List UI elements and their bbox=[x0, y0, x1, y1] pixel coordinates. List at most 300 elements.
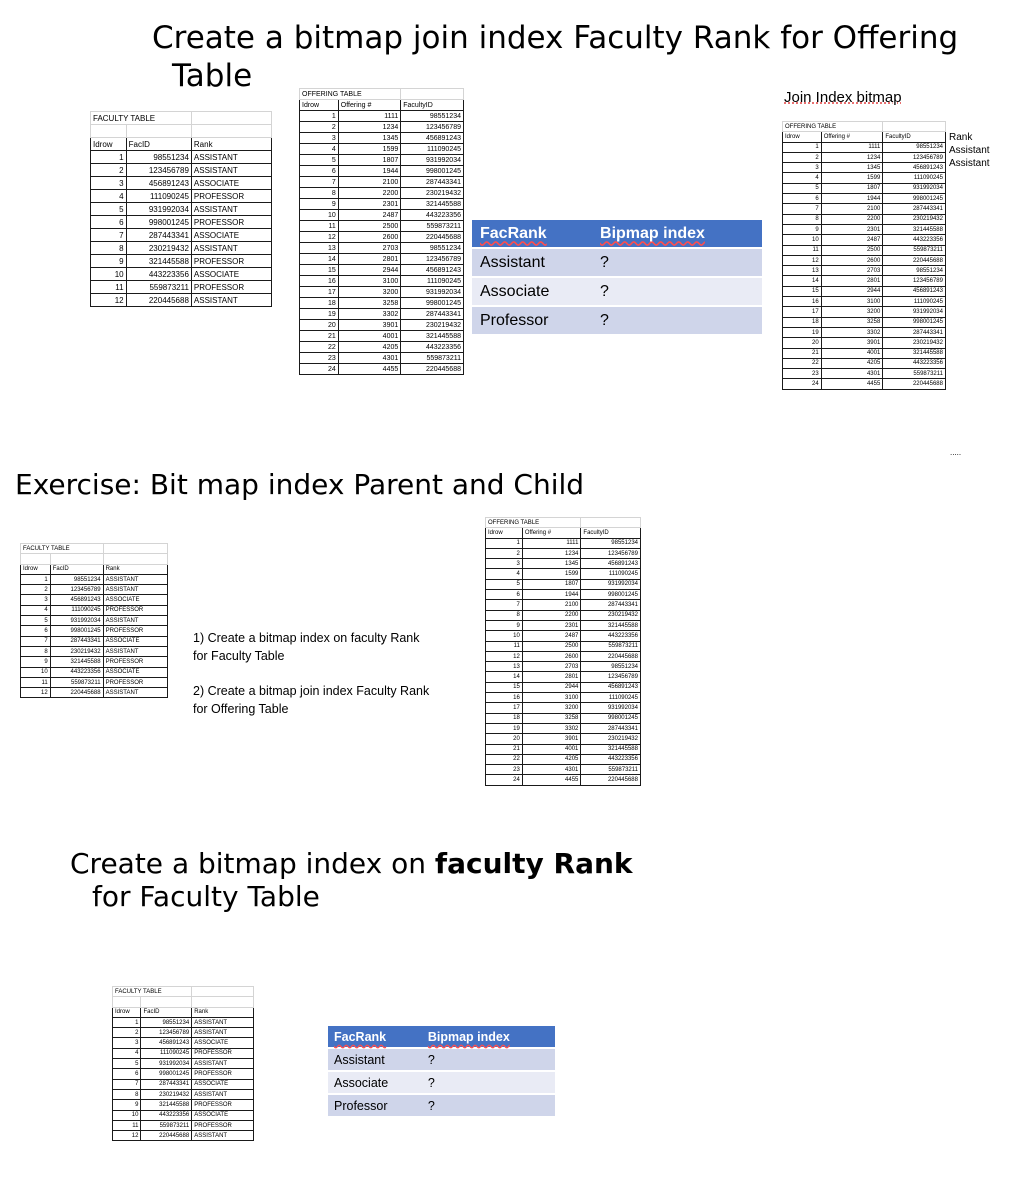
bipmap-value-cell: ? bbox=[592, 307, 762, 334]
bipmap-column-header bbox=[328, 1026, 422, 1047]
table-cell: 931992034 bbox=[883, 307, 946, 317]
bipmap-column-header bbox=[422, 1026, 555, 1047]
bipmap-row bbox=[472, 278, 762, 305]
table-cell: 23 bbox=[783, 369, 822, 379]
table-row bbox=[21, 667, 168, 677]
table-cell: 4 bbox=[113, 1048, 141, 1058]
table-cell: 443223356 bbox=[883, 358, 946, 368]
table-row bbox=[21, 657, 168, 667]
bipmap-value-cell: ? bbox=[422, 1049, 555, 1070]
table-cell: 7 bbox=[113, 1079, 141, 1089]
table-cell: PROFESSOR bbox=[191, 281, 271, 294]
table-cell: 7 bbox=[300, 177, 339, 188]
table-cell: ASSOCIATE bbox=[191, 229, 271, 242]
table-cell: ASSISTANT bbox=[192, 1089, 254, 1099]
exercise-item-2 bbox=[193, 682, 429, 718]
table-cell: 1599 bbox=[338, 144, 400, 155]
table-cell: 2200 bbox=[338, 188, 400, 199]
table-cell: 4455 bbox=[821, 379, 883, 389]
table-cell: 4455 bbox=[522, 775, 581, 785]
table-header-row bbox=[486, 528, 641, 538]
exercise-item-1-line1: 1) Create a bitmap index on faculty Rank bbox=[193, 631, 420, 645]
column-header: FacultyID bbox=[581, 528, 641, 538]
table-cell: 4205 bbox=[821, 358, 883, 368]
table-cell: 3100 bbox=[522, 693, 581, 703]
table-cell: 2487 bbox=[522, 631, 581, 641]
table-cell: 321445588 bbox=[50, 657, 103, 667]
table-cell: 456891243 bbox=[126, 177, 191, 190]
table-cell: 11 bbox=[783, 245, 822, 255]
table-cell: 3302 bbox=[821, 327, 883, 337]
table-cell: ASSOCIATE bbox=[191, 177, 271, 190]
slide3-title-pre: Create a bitmap index on bbox=[70, 847, 435, 880]
table-cell: PROFESSOR bbox=[103, 657, 167, 667]
table-row bbox=[486, 662, 641, 672]
table-cell: 8 bbox=[113, 1089, 141, 1099]
table-cell: 443223356 bbox=[581, 631, 641, 641]
table-cell: 2 bbox=[486, 548, 523, 558]
table-cell: 123456789 bbox=[141, 1028, 192, 1038]
bipmap-row bbox=[328, 1049, 555, 1070]
table-cell: 20 bbox=[300, 320, 339, 331]
bipmap-row bbox=[472, 307, 762, 334]
table-cell: 3200 bbox=[522, 703, 581, 713]
table-cell: 2487 bbox=[821, 235, 883, 245]
table-cell: 1345 bbox=[522, 559, 581, 569]
table-cell: 3258 bbox=[522, 713, 581, 723]
slide1-title-line1: Create a bitmap join index Faculty Rank for Offering bbox=[152, 20, 959, 56]
column-header: Offering # bbox=[338, 100, 400, 111]
bipmap-row bbox=[328, 1095, 555, 1116]
table-cell: 9 bbox=[113, 1100, 141, 1110]
column-header: Idrow bbox=[21, 564, 51, 574]
table-cell: 2200 bbox=[522, 610, 581, 620]
table-cell: 998001245 bbox=[141, 1069, 192, 1079]
table-row bbox=[300, 188, 464, 199]
table-row bbox=[91, 216, 272, 229]
table-cell: 12 bbox=[91, 294, 127, 307]
table-cell: 8 bbox=[486, 610, 523, 620]
table-row bbox=[783, 286, 946, 296]
table-cell: 1944 bbox=[522, 590, 581, 600]
table-cell: 2100 bbox=[522, 600, 581, 610]
table-row bbox=[783, 183, 946, 193]
column-header: Idrow bbox=[300, 100, 339, 111]
table-cell: 15 bbox=[300, 265, 339, 276]
table-cell: 9 bbox=[91, 255, 127, 268]
table-cell: 14 bbox=[486, 672, 523, 682]
table-row bbox=[783, 142, 946, 152]
table-cell: 1944 bbox=[821, 194, 883, 204]
table-cell: 2600 bbox=[338, 232, 400, 243]
table-row bbox=[783, 152, 946, 162]
table-cell: 19 bbox=[300, 309, 339, 320]
table-cell: 931992034 bbox=[581, 703, 641, 713]
table-cell: 18 bbox=[783, 317, 822, 327]
column-header: Rank bbox=[192, 1007, 254, 1017]
table-cell: 18 bbox=[300, 298, 339, 309]
table-row bbox=[486, 734, 641, 744]
table-row bbox=[113, 1059, 254, 1069]
table-cell: 5 bbox=[91, 203, 127, 216]
table-row bbox=[113, 1100, 254, 1110]
table-cell: 22 bbox=[783, 358, 822, 368]
table-cell: 15 bbox=[486, 682, 523, 692]
table-cell: PROFESSOR bbox=[103, 626, 167, 636]
table-cell: 931992034 bbox=[883, 183, 946, 193]
table-row bbox=[486, 631, 641, 641]
column-header: Rank bbox=[103, 564, 167, 574]
offering-table-title: OFFERING TABLE bbox=[783, 122, 883, 132]
table-cell: 220445688 bbox=[883, 255, 946, 265]
table-cell: 4301 bbox=[338, 353, 400, 364]
table-cell: ASSISTANT bbox=[191, 203, 271, 216]
table-cell: 998001245 bbox=[50, 626, 103, 636]
table-cell: 559873211 bbox=[50, 677, 103, 687]
table-cell: 443223356 bbox=[883, 235, 946, 245]
table-cell: 998001245 bbox=[401, 166, 464, 177]
table-cell: 5 bbox=[113, 1059, 141, 1069]
table-cell: 111090245 bbox=[883, 297, 946, 307]
table-cell: 5 bbox=[783, 183, 822, 193]
table-cell: ASSOCIATE bbox=[192, 1038, 254, 1048]
table-row bbox=[21, 605, 168, 615]
table-row bbox=[486, 723, 641, 733]
table-row bbox=[486, 693, 641, 703]
table-cell: 2301 bbox=[522, 620, 581, 630]
table-cell: 6 bbox=[113, 1069, 141, 1079]
table-row bbox=[113, 1120, 254, 1130]
table-cell: 4 bbox=[91, 190, 127, 203]
table-cell: 931992034 bbox=[50, 616, 103, 626]
table-cell: 2500 bbox=[338, 221, 400, 232]
ellipsis: ..... bbox=[950, 448, 962, 457]
table-header-row bbox=[300, 100, 464, 111]
table-cell: 456891243 bbox=[141, 1038, 192, 1048]
bipmap-value-cell: ? bbox=[592, 249, 762, 276]
table-cell: 230219432 bbox=[581, 734, 641, 744]
table-row bbox=[21, 636, 168, 646]
table-cell: 1111 bbox=[821, 142, 883, 152]
table-cell: 21 bbox=[486, 744, 523, 754]
table-cell: 98551234 bbox=[581, 538, 641, 548]
rank-column bbox=[949, 131, 990, 170]
table-cell: 559873211 bbox=[126, 281, 191, 294]
table-row bbox=[486, 569, 641, 579]
table-cell: 443223356 bbox=[141, 1110, 192, 1120]
table-cell: PROFESSOR bbox=[192, 1048, 254, 1058]
table-row bbox=[21, 616, 168, 626]
table-cell: PROFESSOR bbox=[103, 677, 167, 687]
table-row bbox=[300, 122, 464, 133]
table-cell: ASSISTANT bbox=[191, 164, 271, 177]
table-cell: 2801 bbox=[522, 672, 581, 682]
table-cell: 1234 bbox=[338, 122, 400, 133]
faculty-table-2 bbox=[20, 543, 168, 698]
table-cell: 15 bbox=[783, 286, 822, 296]
faculty-table-title: FACULTY TABLE bbox=[113, 987, 192, 997]
table-row bbox=[300, 232, 464, 243]
join-index-label: Join Index bitmap bbox=[784, 89, 902, 106]
table-cell: 12 bbox=[300, 232, 339, 243]
table-cell: 3 bbox=[21, 595, 51, 605]
table-cell: 559873211 bbox=[581, 765, 641, 775]
table-header-row bbox=[783, 132, 946, 142]
table-cell: 2301 bbox=[338, 199, 400, 210]
table-cell: 230219432 bbox=[141, 1089, 192, 1099]
slide3-title-bold: faculty Rank bbox=[434, 847, 633, 880]
table-cell: PROFESSOR bbox=[191, 190, 271, 203]
fac-rank-cell: Associate bbox=[472, 278, 592, 305]
table-cell: 931992034 bbox=[401, 287, 464, 298]
table-cell: 10 bbox=[783, 235, 822, 245]
table-cell: 5 bbox=[21, 616, 51, 626]
table-cell: 1599 bbox=[821, 173, 883, 183]
table-cell: 4205 bbox=[522, 754, 581, 764]
table-cell: 5 bbox=[300, 155, 339, 166]
column-header: Rank bbox=[191, 138, 271, 151]
table-row bbox=[783, 214, 946, 224]
table-row bbox=[486, 620, 641, 630]
table-row bbox=[91, 268, 272, 281]
rank-value: Assistant bbox=[949, 145, 990, 156]
table-row bbox=[783, 204, 946, 214]
table-cell: 1111 bbox=[338, 111, 400, 122]
table-row bbox=[486, 703, 641, 713]
table-row bbox=[300, 309, 464, 320]
column-header: FacID bbox=[141, 1007, 192, 1017]
table-cell: 230219432 bbox=[581, 610, 641, 620]
table-cell: 230219432 bbox=[126, 242, 191, 255]
fac-rank-cell: Associate bbox=[328, 1072, 422, 1093]
table-cell: 8 bbox=[783, 214, 822, 224]
table-cell: 321445588 bbox=[141, 1100, 192, 1110]
exercise-item-2-line1: 2) Create a bitmap join index Faculty Rank bbox=[193, 684, 430, 698]
table-cell: 287443341 bbox=[50, 636, 103, 646]
table-cell: 220445688 bbox=[126, 294, 191, 307]
table-cell: 287443341 bbox=[581, 723, 641, 733]
bipmap-header-row bbox=[472, 220, 762, 247]
table-row bbox=[783, 317, 946, 327]
table-cell: 98551234 bbox=[883, 266, 946, 276]
exercise-item-2-line2: for Offering Table bbox=[193, 702, 289, 716]
table-cell: 3302 bbox=[522, 723, 581, 733]
table-cell: 16 bbox=[486, 693, 523, 703]
table-header-row bbox=[21, 564, 168, 574]
table-cell: 2487 bbox=[338, 210, 400, 221]
table-cell: 17 bbox=[300, 287, 339, 298]
table-cell: 6 bbox=[783, 194, 822, 204]
table-cell: 6 bbox=[21, 626, 51, 636]
table-cell: 2703 bbox=[338, 243, 400, 254]
table-cell: 23 bbox=[300, 353, 339, 364]
table-cell: 4 bbox=[21, 605, 51, 615]
table-cell: 287443341 bbox=[401, 309, 464, 320]
faculty-table-title: FACULTY TABLE bbox=[91, 112, 192, 125]
table-cell: ASSOCIATE bbox=[192, 1110, 254, 1120]
table-cell: 456891243 bbox=[401, 133, 464, 144]
table-cell: 220445688 bbox=[401, 364, 464, 375]
table-cell: 559873211 bbox=[883, 369, 946, 379]
table-row bbox=[486, 590, 641, 600]
table-cell: 5 bbox=[486, 579, 523, 589]
table-row bbox=[113, 1069, 254, 1079]
table-cell: 2100 bbox=[821, 204, 883, 214]
table-cell: 111090245 bbox=[581, 569, 641, 579]
table-cell: 12 bbox=[783, 255, 822, 265]
table-cell: 220445688 bbox=[581, 775, 641, 785]
table-row bbox=[486, 559, 641, 569]
table-cell: 6 bbox=[300, 166, 339, 177]
rank-header: Rank bbox=[949, 132, 973, 143]
table-row bbox=[113, 1028, 254, 1038]
table-cell: 12 bbox=[21, 688, 51, 698]
table-row bbox=[486, 641, 641, 651]
table-row bbox=[783, 173, 946, 183]
table-cell: 2500 bbox=[522, 641, 581, 651]
table-cell: 2200 bbox=[821, 214, 883, 224]
table-row bbox=[21, 595, 168, 605]
table-row bbox=[783, 255, 946, 265]
table-row bbox=[113, 1017, 254, 1027]
table-cell: 230219432 bbox=[883, 338, 946, 348]
table-cell: 98551234 bbox=[401, 243, 464, 254]
table-cell: ASSOCIATE bbox=[103, 595, 167, 605]
table-cell: 456891243 bbox=[401, 265, 464, 276]
table-cell: 321445588 bbox=[126, 255, 191, 268]
table-row bbox=[486, 744, 641, 754]
bipmap-row bbox=[472, 249, 762, 276]
table-row bbox=[21, 688, 168, 698]
table-cell: 9 bbox=[21, 657, 51, 667]
table-cell: 1 bbox=[91, 151, 127, 164]
table-row bbox=[300, 155, 464, 166]
table-cell: 3258 bbox=[338, 298, 400, 309]
table-cell: 3200 bbox=[821, 307, 883, 317]
table-row bbox=[783, 297, 946, 307]
table-cell: 10 bbox=[486, 631, 523, 641]
faculty-table-title: FACULTY TABLE bbox=[21, 544, 104, 554]
table-cell: 98551234 bbox=[401, 111, 464, 122]
offering-table-1 bbox=[299, 88, 464, 375]
table-cell: PROFESSOR bbox=[192, 1069, 254, 1079]
table-cell: 2703 bbox=[522, 662, 581, 672]
faculty-table-3 bbox=[112, 986, 254, 1141]
fac-rank-cell: Professor bbox=[472, 307, 592, 334]
table-row bbox=[300, 287, 464, 298]
table-row bbox=[300, 243, 464, 254]
table-row bbox=[486, 579, 641, 589]
table-row bbox=[21, 677, 168, 687]
slide3-title-line1 bbox=[70, 847, 633, 881]
bipmap-header-label: Bipmap index bbox=[427, 1029, 510, 1044]
table-row bbox=[486, 765, 641, 775]
table-cell: 98551234 bbox=[141, 1017, 192, 1027]
table-cell: 1944 bbox=[338, 166, 400, 177]
table-row bbox=[300, 265, 464, 276]
table-cell: 98551234 bbox=[126, 151, 191, 164]
table-cell: 24 bbox=[486, 775, 523, 785]
table-cell: PROFESSOR bbox=[191, 216, 271, 229]
table-cell: 123456789 bbox=[50, 585, 103, 595]
table-row bbox=[486, 610, 641, 620]
table-cell: 3901 bbox=[338, 320, 400, 331]
table-cell: 11 bbox=[91, 281, 127, 294]
table-cell: 14 bbox=[783, 276, 822, 286]
table-row bbox=[300, 353, 464, 364]
table-cell: 123456789 bbox=[581, 548, 641, 558]
table-row bbox=[783, 348, 946, 358]
table-cell: 4 bbox=[783, 173, 822, 183]
table-row bbox=[91, 255, 272, 268]
table-cell: 19 bbox=[783, 327, 822, 337]
table-cell: 21 bbox=[783, 348, 822, 358]
table-cell: 321445588 bbox=[401, 331, 464, 342]
table-cell: 6 bbox=[486, 590, 523, 600]
slide3-title-line2: for Faculty Table bbox=[92, 880, 320, 913]
table-cell: 1 bbox=[783, 142, 822, 152]
table-cell: 2100 bbox=[338, 177, 400, 188]
table-cell: 13 bbox=[300, 243, 339, 254]
column-header: FacultyID bbox=[883, 132, 946, 142]
table-cell: 220445688 bbox=[141, 1131, 192, 1141]
table-cell: 2 bbox=[113, 1028, 141, 1038]
table-cell: 17 bbox=[486, 703, 523, 713]
table-cell: ASSISTANT bbox=[192, 1017, 254, 1027]
table-row bbox=[113, 1131, 254, 1141]
table-row bbox=[300, 254, 464, 265]
exercise-item-1-line2: for Faculty Table bbox=[193, 649, 285, 663]
bipmap-header-label: Bipmap index bbox=[600, 224, 705, 242]
table-cell: 1599 bbox=[522, 569, 581, 579]
table-cell: 2944 bbox=[338, 265, 400, 276]
table-cell: ASSISTANT bbox=[191, 151, 271, 164]
table-cell: 8 bbox=[21, 646, 51, 656]
table-row bbox=[91, 164, 272, 177]
table-cell: 24 bbox=[783, 379, 822, 389]
table-cell: 18 bbox=[486, 713, 523, 723]
table-cell: ASSISTANT bbox=[191, 294, 271, 307]
table-cell: 11 bbox=[300, 221, 339, 232]
table-cell: 11 bbox=[486, 641, 523, 651]
table-cell: 559873211 bbox=[581, 641, 641, 651]
table-cell: 998001245 bbox=[581, 713, 641, 723]
table-cell: 2 bbox=[21, 585, 51, 595]
table-cell: 21 bbox=[300, 331, 339, 342]
table-cell: 456891243 bbox=[883, 163, 946, 173]
column-header: FacultyID bbox=[401, 100, 464, 111]
table-row bbox=[783, 338, 946, 348]
table-cell: 4001 bbox=[821, 348, 883, 358]
bipmap-column-header bbox=[592, 220, 762, 247]
table-row bbox=[300, 364, 464, 375]
table-cell: 220445688 bbox=[581, 651, 641, 661]
bipmap-column-header bbox=[472, 220, 592, 247]
table-cell: PROFESSOR bbox=[191, 255, 271, 268]
column-header: Offering # bbox=[821, 132, 883, 142]
table-cell: 7 bbox=[91, 229, 127, 242]
table-cell: 2801 bbox=[821, 276, 883, 286]
table-row bbox=[783, 245, 946, 255]
table-cell: ASSISTANT bbox=[192, 1059, 254, 1069]
table-row bbox=[300, 133, 464, 144]
table-row bbox=[91, 151, 272, 164]
table-cell: 1 bbox=[486, 538, 523, 548]
column-header: Idrow bbox=[113, 1007, 141, 1017]
table-cell: 22 bbox=[486, 754, 523, 764]
table-row bbox=[486, 775, 641, 785]
table-cell: 11 bbox=[21, 677, 51, 687]
